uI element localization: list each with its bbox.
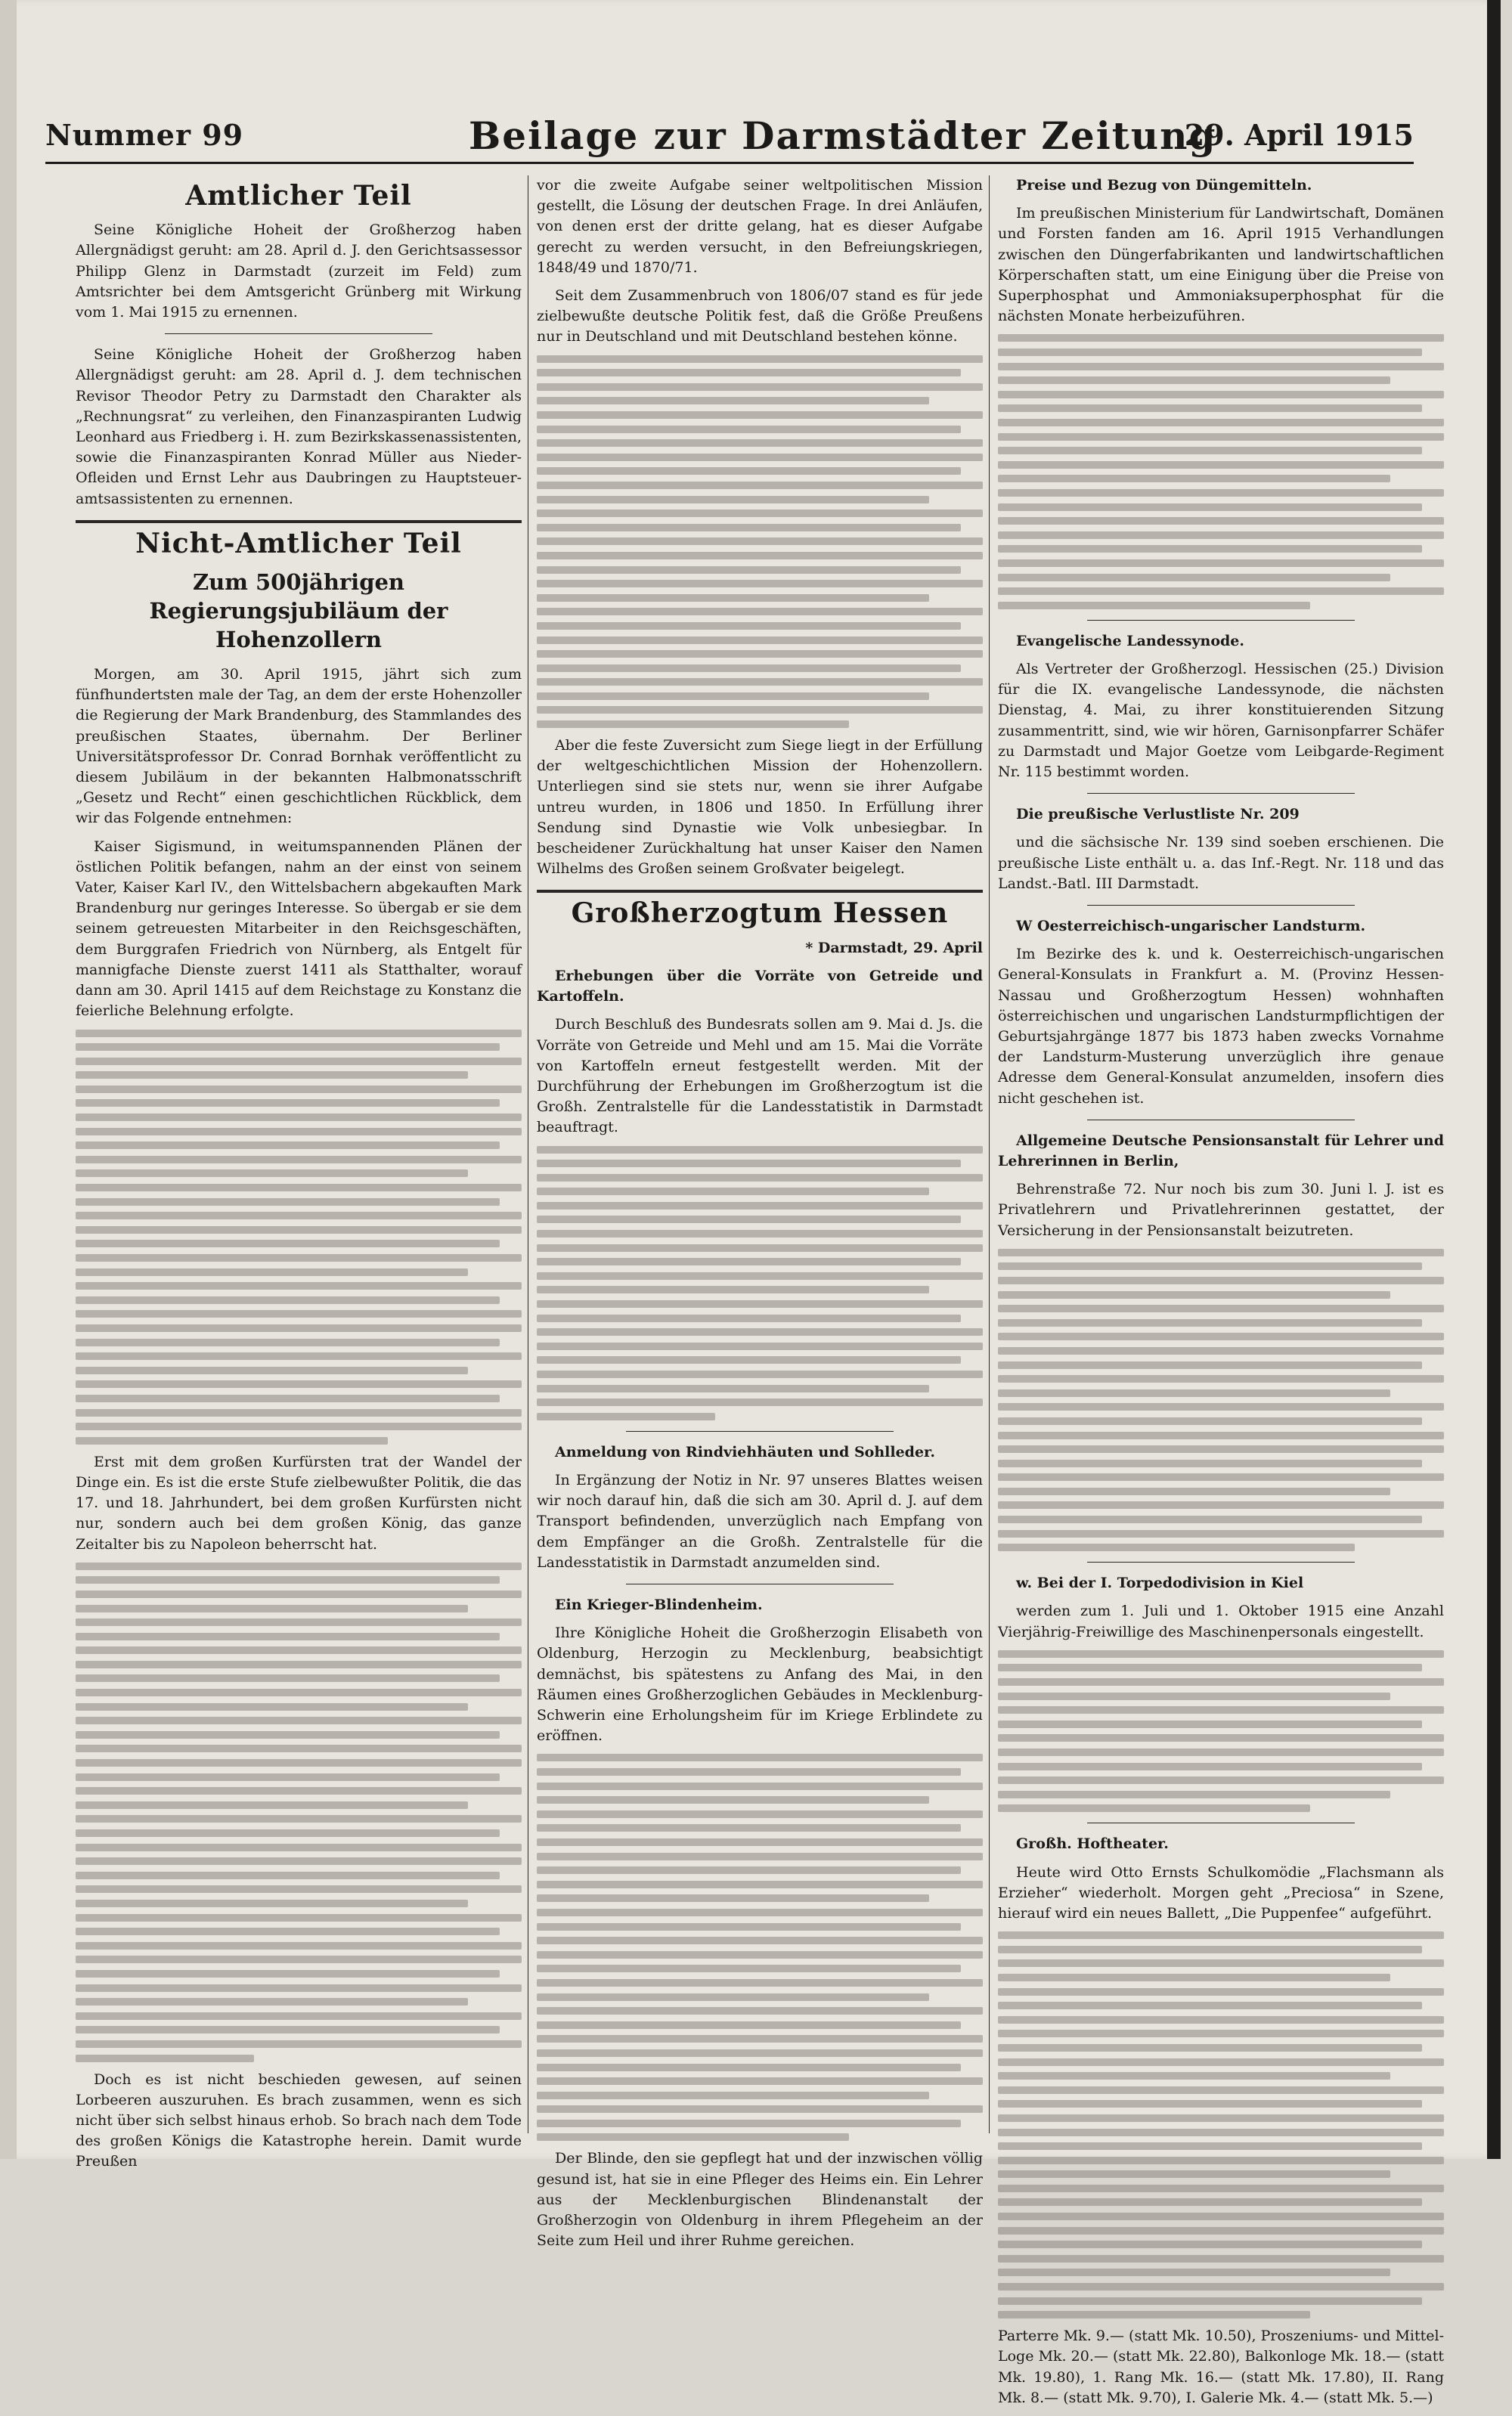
item-title: Ein Krieger-Blindenheim. [555, 1597, 763, 1614]
text-block [998, 1931, 1444, 2318]
paragraph: Seine Königliche Hoheit der Großherzog haben Allergnädigst geruht: am 28. April d. J. dem technischen Revisor Theodor Petry zu Darmstadt den Charakter als „Rechnungsrat“ zu verleihen, den Finanzaspiranten Ludwig Leonhard aus Friedberg i. H. zum Bezirkskassenassistenten, sowie die Finanzaspiranten Konrad Müller aus Nieder-Ofleiden und Ernst Lehr aus Daubringen zu Hauptsteuer-amtsassistenten zu ernennen. [76, 346, 522, 507]
paragraph: Seit dem Zusammenbruch von 1806/07 stand es für jede zielbewußte deutsche Politik fest, daß die Größe Preußens nur in Deutschland und mit Deutschland bestehen könne. [537, 287, 983, 345]
paragraph: Aber die feste Zuversicht zum Siege liegt in der Erfüllung der weltgeschichtlichen Mission der Hohenzollern. Unterliegen sind sie stets nur, wenn sie ihrer Aufgabe untreu wurden, in 1806 und 1850. In Erfüllung ihrer Sendung sind Dynastie wie Volk unbesiegbar. In bescheidener Zurückhaltung hat unser Kaiser den Namen Wilhelms des Großen seinem Großvater beigelegt. [537, 737, 983, 878]
text-block [76, 1563, 522, 2062]
paragraph: Im Bezirke des k. und k. Oesterreichisch-ungarischen General-Konsulats in Frankfurt a. M. (Provinz Hessen-Nassau und Großherzogtum Hessen) wohnhaften österreichischen und ungarischen Landsturmpflichtigen der Geburtsjahrgänge 1877 bis 1873 haben zwecks Vornahme der Landsturm-Musterung unverzüglich ihre genaue Adresse dem General-Konsulat anzumelden, insofern dies nicht geschehen ist. [998, 946, 1444, 1107]
paragraph: Parterre Mk. 9.— (statt Mk. 10.50), Proszeniums- und Mittel-Loge Mk. 20.— (statt Mk. 22.80), Balkonloge Mk. 18.— (statt Mk. 19.80), 1. Rang Mk. 16.— (statt Mk. 17.80), II. Rang Mk. 8.— (statt Mk. 9.70), I. Galerie Mk. 4.— (statt Mk. 5.—) [998, 2328, 1444, 2406]
paragraph: Als Vertreter der Großherzogl. Hessischen (25.) Division für die IX. evangelische Landessynode, die nächsten Dienstag, 4. Mai, zu ihrer konstituierenden Sitzung zusammentritt, sind, wie wir hören, Garnisonpfarrer Schäfer zu Darmstadt und Major Goetze vom Leibgarde-Regiment Nr. 115 bestimmt worden. [998, 660, 1444, 780]
item-title: Anmeldung von Rindviehhäuten und Sohlleder. [555, 1443, 935, 1460]
item-title: Allgemeine Deutsche Pensionsanstalt für Lehrer und Lehrerinnen in Berlin, [998, 1132, 1444, 1169]
item-title: Evangelische Landessynode. [1016, 632, 1245, 649]
grossherzogtum-hessen-heading: Großherzogtum Hessen [571, 897, 949, 930]
divider [626, 1431, 894, 1432]
text-block [998, 1249, 1444, 1551]
issue-number: Nummer 99 [45, 118, 244, 152]
paragraph: Ihre Königliche Hoheit die Großherzogin Elisabeth von Oldenburg, Herzogin zu Mecklenburg, beabsichtigt demnächst, bis spätestens zu Anfang des Mai, in den Räumen eines Großherzoglichen Gebäudes in Mecklenburg-Schwerin eine Erholungsheim für im Kriege Erblindete zu eröffnen. [537, 1625, 983, 1745]
text-block [537, 355, 983, 728]
paragraph: Erst mit dem großen Kurfürsten trat der Wandel der Dinge ein. Es ist die erste Stufe zielbewußter Politik, die das 17. und 18. Jahrhundert, bei dem großen Kurfürsten nicht nur, sondern auch bei dem großen König, das ganze Zeitalter bis zu Napoleon beherrscht hat. [76, 1453, 522, 1553]
item-title: Großh. Hoftheater. [1016, 1835, 1169, 1853]
item-title: W Oesterreichisch-ungarischer Landsturm. [1016, 917, 1366, 934]
dateline: * Darmstadt, 29. April [805, 939, 983, 956]
paragraph: In Ergänzung der Notiz in Nr. 97 unseres Blattes weisen wir noch darauf hin, daß die sich am 30. April d. J. auf dem Transport befindenden, unverzüglich nach Empfang von dem Empfänger an die Großh. Zentralstelle für die Landesstatistik in Darmstadt anzumelden sind. [537, 1472, 983, 1571]
column-2 [537, 175, 983, 2259]
paragraph: vor die zweite Aufgabe seiner weltpolitischen Mission gestellt, die Lösung der deutschen Frage. In drei Anläufen, von denen erst der dritte gelang, hat es dieser Aufgabe gerecht zu werden versucht, in den Befreiungskriegen, 1848/49 und 1870/71. [537, 177, 983, 276]
nicht-amtlicher-teil-heading: Nicht-Amtlicher Teil [135, 527, 462, 559]
divider [1087, 620, 1355, 621]
article-title: Zum 500jährigen Regierungsjubiläum der Hohenzollern [149, 569, 448, 653]
amtlicher-teil-heading: Amtlicher Teil [185, 180, 412, 212]
text-block [998, 1650, 1444, 1813]
paragraph: Heute wird Otto Ernsts Schulkomödie „Flachsmann als Erzieher“ wiederholt. Morgen geht „Preciosa“ in Szene, hierauf wird ein neues Ballett, „Die Puppenfee“ aufgeführt. [998, 1863, 1444, 1922]
text-block [537, 1146, 983, 1420]
text-block [76, 1030, 522, 1445]
paragraph: Kaiser Sigismund, in weitumspannenden Plänen der östlichen Politik befangen, nahm an der einst von seinem Vater, Kaiser Karl IV., den Wittelsbachern abgekauften Mark Brandenburg nur geringes Interesse. So übergab er sie dem seinem getreuesten Mitarbeiter in den Reichsgeschäften, dem Burggrafen Friedrich von Nürnberg, als Entgelt für mannigfache Dienste zuerst 1411 als Statthalter, worauf dann am 30. April 1415 auf dem Reichstage zu Konstanz die feierliche Belehnung erfolgte. [76, 838, 522, 1020]
column-3 [998, 175, 1444, 2416]
divider [1087, 793, 1355, 794]
column-1 [76, 175, 522, 2180]
divider [1087, 905, 1355, 906]
issue-date: 29. April 1915 [1184, 118, 1414, 152]
item-title: Preise und Bezug von Düngemitteln. [1016, 177, 1312, 194]
paragraph: und die sächsische Nr. 139 sind soeben erschienen. Die preußische Liste enthält u. a. das Inf.-Regt. Nr. 118 und das Landst.-Batl. III Darmstadt. [998, 834, 1444, 892]
paragraph: Morgen, am 30. April 1915, jährt sich zum fünfhundertsten male der Tag, an dem der erste Hohenzoller die Regierung der Mark Brandenburg, des Stammlandes des preußischen Staates, übernahm. Der Berliner Universitätsprofessor Dr. Conrad Bornhak veröffentlicht zu diesem Jubiläum in der bekannten Halbmonatsschrift „Gesetz und Recht“ einen geschichtlichen Rückblick, dem wir das Folgende entnehmen: [76, 666, 522, 827]
adjacent-page-edge [0, 0, 17, 2159]
paragraph: Behrenstraße 72. Nur noch bis zum 30. Juni l. J. ist es Privatlehrern und Privatlehrerinnen gestattet, der Versicherung in der Pensionsanstalt beizutreten. [998, 1181, 1444, 1239]
divider [1087, 1562, 1355, 1563]
section-divider [76, 520, 522, 523]
paragraph: Durch Beschluß des Bundesrats sollen am 9. Mai d. Js. die Vorräte von Getreide und Mehl und am 15. Mai die Vorräte von Kartoffeln erneut festgestellt werden. Mit der Durchführung der Erhebungen im Großherzogtum ist die Großh. Zentralstelle für die Landesstatistik in Darmstadt beauftragt. [537, 1016, 983, 1136]
divider [165, 333, 432, 334]
paragraph: Seine Königliche Hoheit der Großherzog haben Allergnädigst geruht: am 28. April d. J. den Gerichtsassessor Philipp Glenz in Darmstadt (zurzeit im Feld) zum Amtsrichter bei dem Amtsgericht Grünberg mit Wirkung vom 1. Mai 1915 zu ernennen. [76, 221, 522, 321]
text-block [537, 1754, 983, 2141]
paragraph: Im preußischen Ministerium für Landwirtschaft, Domänen und Forsten fanden am 16. April 1915 Verhandlungen zwischen den Düngerfabrikanten und landwirtschaftlichen Körperschaften statt, um eine Einigung über die Preise von Superphosphat und Ammoniaksuperphosphat für die nächsten Monate herbeizuführen. [998, 205, 1444, 325]
paragraph: Der Blinde, den sie gepflegt hat und der inzwischen völlig gesund ist, hat sie in eine Pfleger des Heims ein. Ein Lehrer aus der Mecklenburgischen Blindenanstalt der Großherzogin von Oldenburg in ihrem Pflegeheim an der Seite zum Heil und ihrer Ruhme gereichen. [537, 2150, 983, 2250]
masthead-rule [45, 162, 1414, 164]
item-title: w. Bei der I. Torpedodivision in Kiel [1016, 1575, 1304, 1592]
paragraph: werden zum 1. Juli und 1. Oktober 1915 eine Anzahl Vierjährig-Freiwillige des Maschinenpersonals eingestellt. [998, 1603, 1444, 1640]
binding-edge [1487, 0, 1501, 2159]
masthead [45, 113, 1414, 159]
newspaper-title: Beilage zur Darmstädter Zeitung [469, 113, 1217, 158]
text-block [998, 334, 1444, 609]
column-rule [989, 175, 990, 2133]
item-title: Erhebungen über die Vorräte von Getreide und Kartoffeln. [537, 967, 983, 1005]
section-divider [537, 890, 983, 893]
item-title: Die preußische Verlustliste Nr. 209 [1016, 806, 1300, 823]
paragraph: Doch es ist nicht beschieden gewesen, auf seinen Lorbeeren auszuruhen. Es brach zusammen, wenn es sich nicht über sich selbst hinaus erhob. So brach nach dem Tode des großen Königs die Katastrophe herein. Damit wurde Preußen [76, 2071, 522, 2170]
